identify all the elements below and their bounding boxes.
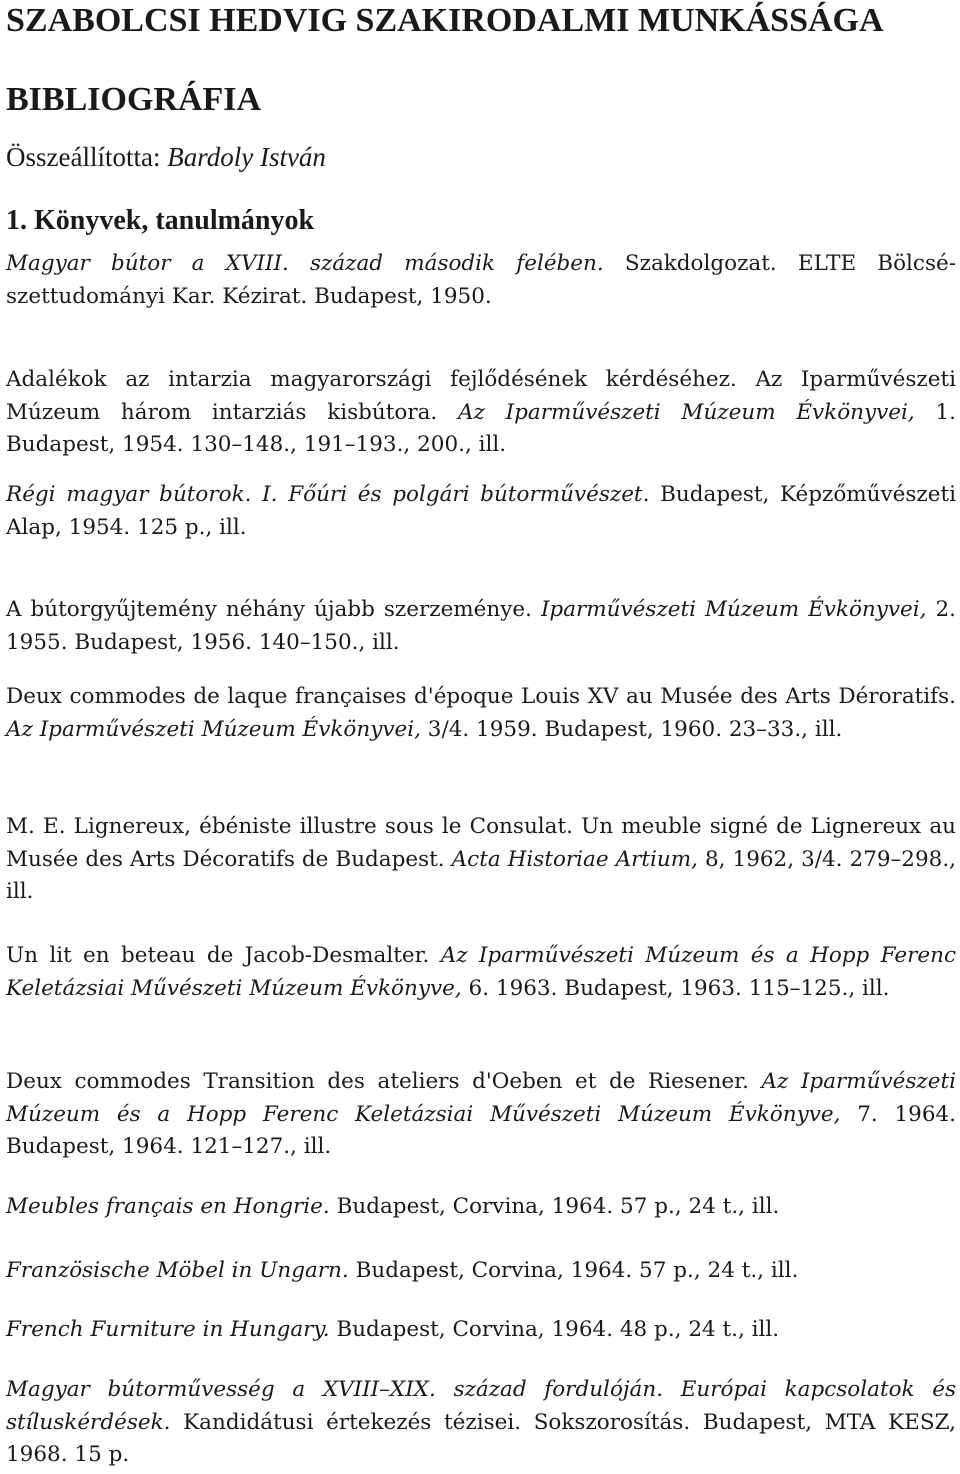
compiler-line xyxy=(6,139,326,175)
entry-title-italic: Magyar bútorművesség a XVIII–XIX. század fordulóján. Európai kapcsolatok és stíluskérdések. xyxy=(6,1377,956,1435)
bibliography-entry xyxy=(6,681,956,746)
section-heading: 1. Könyvek, tanulmányok xyxy=(6,205,315,236)
entry-text: Un lit en beteau de Jacob-Desmalter. xyxy=(6,943,441,968)
entry-text: 3/4. 1959. Budapest, 1960. 23–33., ill. xyxy=(420,716,843,742)
entry-text: Budapest, Képzőművészeti Alap, 1954. 125 p., ill. xyxy=(6,482,956,540)
bibliography-entry xyxy=(6,1191,956,1224)
entry-text: Deux commodes de laque françaises d'époque Louis XV au Musée des Arts Déroratifs. xyxy=(6,684,956,709)
entry-title-italic: Magyar bútor a XVIII. század második felében. xyxy=(6,251,604,276)
entry-title-italic: Meubles français en Hongrie. xyxy=(6,1194,330,1219)
entry-title-italic: Régi magyar bútorok. I. Főúri és polgári bútorművészet. xyxy=(6,482,650,507)
bibliography-entry xyxy=(6,1374,956,1472)
entry-text: 8, 1962, 3/4. 279–298., ill. xyxy=(6,846,957,904)
entry-text: Kandidátusi értekezés tézisei. Sokszorosítás. Budapest, MTA KESZ, 1968. 15 p. xyxy=(6,1409,956,1467)
entry-text: 6. 1963. Budapest, 1963. 115–125., ill. xyxy=(461,975,890,1001)
entry-text: Deux commodes Transition des ateliers d'Oeben et de Riesener. xyxy=(6,1069,762,1094)
entry-text: A bútorgyűjtemény néhány újabb szerzeménye. xyxy=(6,597,541,622)
entry-title-italic: Az Iparművészeti Múzeum és a Hopp Ferenc Keletázsiai Művészeti Múzeum Évkönyve, xyxy=(6,943,957,1001)
compiler-label: Összeállította: xyxy=(6,142,168,172)
entry-title-italic: Französische Möbel in Ungarn. xyxy=(6,1258,349,1283)
entry-title-italic: Az Iparművészeti Múzeum Évkönyvei, xyxy=(6,716,421,742)
bibliography-entry xyxy=(6,248,956,313)
document-subtitle: BIBLIOGRÁFIA xyxy=(6,81,262,118)
bibliography-entry xyxy=(6,1255,956,1288)
entry-text: Budapest, Corvina, 1964. 57 p., 24 t., ill. xyxy=(329,1194,780,1219)
entry-text: Szakdolgozat. ELTE Bölcsészettudományi Kar. Kézirat. Budapest, 1950. xyxy=(6,251,956,309)
entry-text: Adalékok az intarzia magyarországi fejlődésének kérdéséhez. Az Iparművészeti Múzeum három intarziás kisbútora. xyxy=(6,367,956,425)
bibliography-entry xyxy=(6,1066,956,1164)
entry-text: Budapest, Corvina, 1964. 48 p., 24 t., ill. xyxy=(329,1317,780,1342)
bibliography-entry xyxy=(6,364,956,462)
entry-text: 1. Budapest, 1954. 130–148., 191–193., 200., ill. xyxy=(6,399,956,457)
entry-title-italic: Iparművészeti Múzeum Évkönyvei, xyxy=(540,597,927,622)
document-title: SZABOLCSI HEDVIG SZAKIRODALMI MUNKÁSSÁGA xyxy=(6,2,884,39)
bibliography-entry xyxy=(6,811,956,909)
bibliography-entry xyxy=(6,1314,956,1347)
compiler-name: Bardoly István xyxy=(167,142,326,172)
entry-text: M. E. Lignereux, ébéniste illustre sous le Consulat. Un meuble signé de Lignereux au Musée des Arts Décoratifs de Budapest. xyxy=(6,814,956,872)
bibliography-entry xyxy=(6,594,956,659)
entry-text: 2. 1955. Budapest, 1956. 140–150., ill. xyxy=(6,597,956,655)
bibliography-entry xyxy=(6,940,956,1005)
entry-text: Budapest, Corvina, 1964. 57 p., 24 t., ill. xyxy=(348,1258,799,1283)
bibliography-entry xyxy=(6,479,956,544)
entry-text: 7. 1964. Budapest, 1964. 121–127., ill. xyxy=(6,1101,957,1159)
entry-title-italic: Az Iparművészeti Múzeum Évkönyvei, xyxy=(458,399,915,425)
entry-title-italic: Az Iparművészeti Múzeum és a Hopp Ferenc Keletázsiai Művészeti Múzeum Évkönyve, xyxy=(6,1069,956,1127)
entry-title-italic: French Furniture in Hungary. xyxy=(6,1317,330,1342)
entry-title-italic: Acta Historiae Artium, xyxy=(451,846,698,872)
